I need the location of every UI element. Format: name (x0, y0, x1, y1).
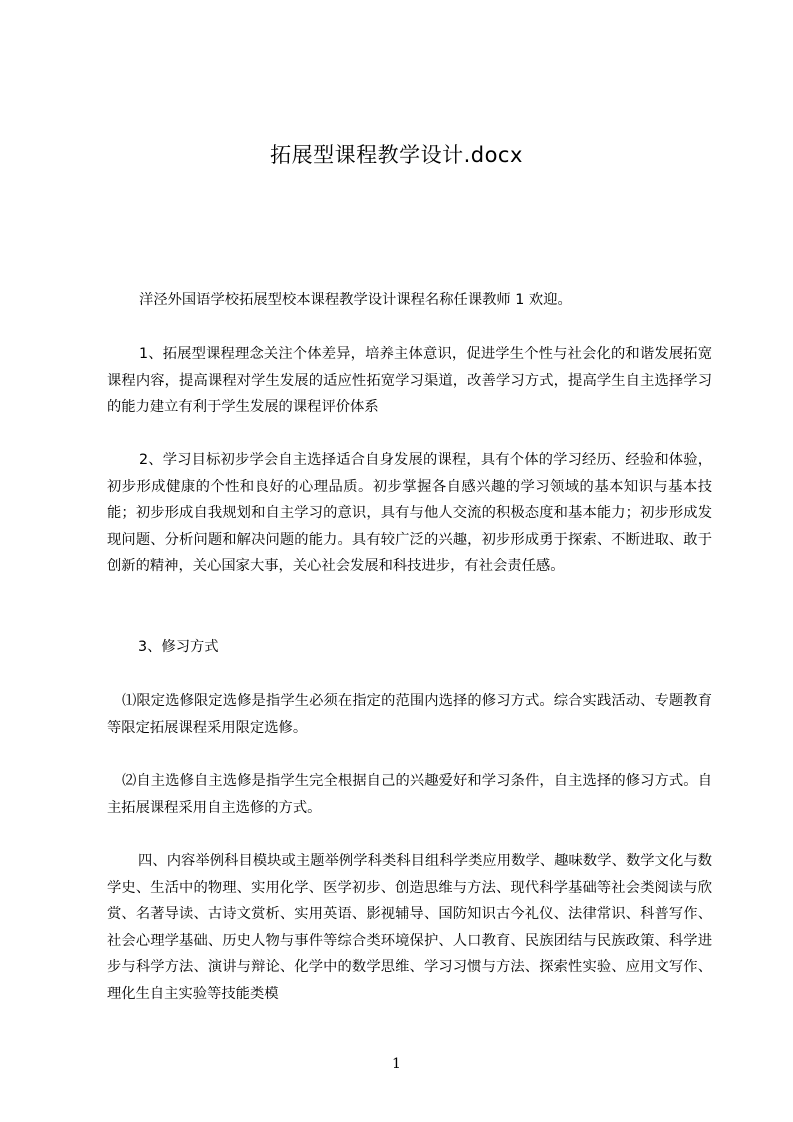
paragraph-course-philosophy: 1、拓展型课程理念关注个体差异，培养主体意识，促进学生个性与社会化的和谐发展拓宽课程内容，提高课程对学生发展的适应性拓宽学习渠道，改善学习方式，提高学生自主选择学习的能力建立有利于学生发展的课程评价体系 (107, 346, 712, 415)
paragraph-learning-goals: 2、学习目标初步学会自主选择适合自身发展的课程，具有个体的学习经历、经验和体验，初步形成健康的个性和良好的心理品质。初步掌握各自感兴趣的学习领域的基本知识与基本技能；初步形成自我规划和自主学习的意识，具有与他人交流的积极态度和基本能力；初步形成发现问题、分析问题和解决问题的能力。具有较广泛的兴趣，初步形成勇于探索、不断进取、敢于创新的精神，关心国家大事，关心社会发展和科技进步，有社会责任感。 (107, 452, 712, 574)
document-title: 拓展型课程教学设计.docx (270, 143, 523, 167)
paragraph-content-examples: 四、内容举例科目模块或主题举例学科类科目组科学类应用数学、趣味数学、数学文化与数学史、生活中的物理、实用化学、医学初步、创造思维与方法、现代科学基础等社会类阅读与欣赏、名著导读、古诗文赏析、实用英语、影视辅导、国防知识古今礼仪、法律常识、科普写作、社会心理学基础、历史人物与事件等综合类环境保护、人口教育、民族团结与民族政策、科学进步与科学方法、演讲与辩论、化学中的数学思维、学习习惯与方法、探索性实验、应用文写作、理化生自主实验等技能类模 (107, 853, 712, 1002)
paragraph-study-mode-heading: 3、修习方式 (138, 639, 219, 655)
paragraph-required-elective: ⑴限定选修限定选修是指学生必须在指定的范围内选择的修习方式。综合实践活动、专题教育等限定拓展课程采用限定选修。 (107, 693, 712, 736)
paragraph-free-elective: ⑵自主选修自主选修是指学生完全根据自己的兴趣爱好和学习条件，自主选择的修习方式。自主拓展课程采用自主选修的方式。 (107, 773, 712, 816)
paragraph-intro: 洋泾外国语学校拓展型校本课程教学设计课程名称任课教师 1 欢迎。 (139, 292, 572, 308)
page-number: 1 (392, 1056, 401, 1072)
